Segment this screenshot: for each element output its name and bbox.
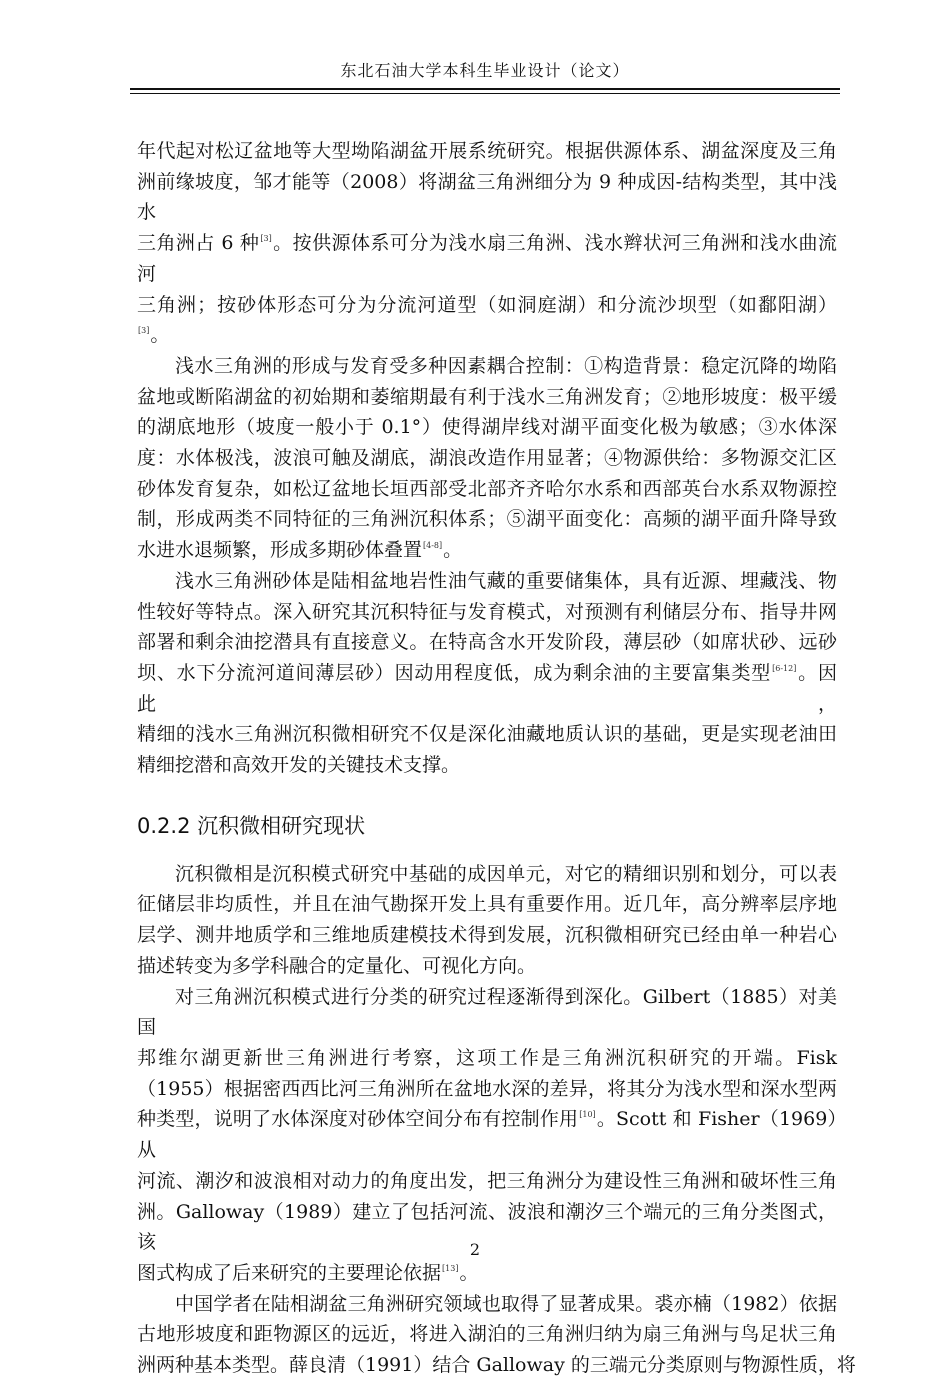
text-line bbox=[137, 1074, 837, 1105]
line-text: 精细的浅水三角洲沉积微相研究不仅是深化油藏地质认识的基础，更是实现老油田 bbox=[137, 723, 837, 746]
line-text: 邦维尔湖更新世三角洲进行考察，这项工作是三角洲沉积研究的开端。Fisk bbox=[137, 1046, 837, 1069]
text-line bbox=[137, 1289, 837, 1320]
citation-ref: [3] bbox=[260, 234, 272, 244]
citation-ref: [4-8] bbox=[423, 541, 443, 551]
text-line bbox=[137, 290, 837, 321]
section-heading bbox=[137, 811, 837, 841]
line-text: 图式构成了后来研究的主要理论依据 bbox=[137, 1261, 442, 1284]
line-text: 三角洲占 6 种 bbox=[137, 232, 260, 255]
text-line bbox=[137, 750, 837, 781]
line-text-after-ref: 。因此， bbox=[137, 661, 837, 715]
text-line bbox=[137, 1043, 837, 1074]
text-line bbox=[137, 474, 837, 505]
text-line bbox=[137, 1258, 837, 1289]
text-line bbox=[137, 1319, 837, 1350]
line-text: 年代起对松辽盆地等大型坳陷湖盆开展系统研究。根据供源体系、湖盆深度及三角 bbox=[137, 140, 837, 162]
text-line bbox=[137, 658, 837, 719]
line-text: 征储层非均质性，并且在油气勘探开发上具有重要作用。近几年，高分辨率层序地 bbox=[137, 893, 837, 916]
line-text: 古地形坡度和距物源区的远近，将进入湖泊的三角洲归纳为扇三角洲与鸟足状三角 bbox=[137, 1323, 837, 1346]
line-text: （1955）根据密西西比河三角洲所在盆地水深的差异，将其分为浅水型和深水型两 bbox=[137, 1077, 837, 1100]
text-line bbox=[137, 951, 837, 982]
line-text: 度：水体极浅，波浪可触及湖底，湖浪改造作用显著；④物源供给：多物源交汇区 bbox=[137, 447, 837, 470]
header-rule-thick bbox=[130, 88, 840, 90]
line-text-after-ref: 。按供源体系可分为浅水扇三角洲、浅水辫状河三角洲和浅水曲流河 bbox=[137, 232, 837, 285]
line-text: 精细挖潜和高效开发的关键技术支撑。 bbox=[137, 754, 461, 777]
line-text: 盆地或断陷湖盆的初始期和萎缩期最有利于浅水三角洲发育；②地形坡度：极平缓 bbox=[137, 385, 837, 408]
text-line bbox=[137, 859, 837, 890]
line-text: 部署和剩余油挖潜具有直接意义。在特高含水开发阶段，薄层砂（如席状砂、远砂 bbox=[137, 631, 837, 654]
line-text: 沉积微相是沉积模式研究中基础的成因单元，对它的精细识别和划分，可以表 bbox=[175, 862, 837, 885]
text-line bbox=[137, 982, 837, 1043]
line-text: 层学、测井地质学和三维地质建模技术得到发展，沉积微相研究已经由单一种岩心 bbox=[137, 924, 837, 947]
text-line bbox=[137, 566, 837, 597]
line-text: 洲。Galloway（1989）建立了包括河流、波浪和潮汐三个端元的三角分类图式，该 bbox=[137, 1200, 837, 1254]
text-line bbox=[137, 504, 837, 535]
citation-ref: [6-12] bbox=[772, 663, 797, 673]
line-text: 水进水退频繁，形成多期砂体叠置 bbox=[137, 539, 423, 562]
text-line bbox=[137, 920, 837, 951]
text-line bbox=[137, 1104, 837, 1165]
text-line bbox=[137, 1350, 856, 1381]
paragraph bbox=[137, 136, 837, 351]
line-text: 描述转变为多学科融合的定量化、可视化方向。 bbox=[137, 954, 537, 977]
line-text-after-ref: 。 bbox=[443, 539, 463, 562]
line-text: 性较好等特点。深入研究其沉积特征与发育模式，对预测有利储层分布、指导井网 bbox=[137, 600, 837, 623]
text-line bbox=[137, 351, 837, 382]
line-text-after-ref: 。Scott 和 Fisher（1969）从 bbox=[137, 1108, 837, 1162]
line-text: 三角洲；按砂体形态可分为分流河道型（如洞庭湖）和分流沙坝型（如鄱阳湖） bbox=[137, 293, 837, 316]
text-line bbox=[137, 320, 837, 351]
running-header: 东北石油大学本科生毕业设计（论文） bbox=[340, 61, 630, 80]
line-text: 洲两种基本类型。薛良清（1991）结合 Galloway 的三端元分类原则与物源性质，将 bbox=[137, 1354, 856, 1377]
text-line bbox=[137, 1166, 837, 1197]
text-line bbox=[137, 443, 837, 474]
text-line bbox=[137, 597, 837, 628]
line-text: 对三角洲沉积模式进行分类的研究过程逐渐得到深化。Gilbert（1885）对美国 bbox=[137, 985, 837, 1039]
line-text: 中国学者在陆相湖盆三角洲研究领域也取得了显著成果。裘亦楠（1982）依据 bbox=[175, 1292, 837, 1315]
line-text: 浅水三角洲砂体是陆相盆地岩性油气藏的重要储集体，具有近源、埋藏浅、物 bbox=[175, 569, 837, 592]
line-text-after-ref: 。 bbox=[150, 324, 170, 347]
text-line bbox=[137, 627, 837, 658]
header-rule-thin bbox=[130, 93, 840, 94]
paragraph-group-1 bbox=[137, 136, 837, 781]
text-line bbox=[137, 889, 837, 920]
citation-ref: [13] bbox=[442, 1263, 459, 1273]
section-number: 0.2.2 bbox=[137, 813, 191, 838]
text-line bbox=[137, 412, 837, 443]
line-text-after-ref: 。 bbox=[459, 1261, 479, 1284]
text-line bbox=[137, 382, 837, 413]
text-line bbox=[137, 136, 837, 167]
citation-ref: [3] bbox=[138, 326, 150, 336]
line-text: 种类型，说明了水体深度对砂体空间分布有控制作用 bbox=[137, 1108, 579, 1131]
citation-ref: [10] bbox=[579, 1110, 596, 1120]
paragraph bbox=[137, 566, 837, 781]
paragraph-group-2 bbox=[137, 859, 856, 1381]
paragraph bbox=[137, 351, 837, 566]
text-line bbox=[137, 167, 837, 228]
text-line bbox=[137, 719, 837, 750]
text-line bbox=[137, 228, 837, 289]
page-number: 2 bbox=[469, 1240, 481, 1259]
section-title: 沉积微相研究现状 bbox=[197, 813, 366, 838]
line-text: 的湖底地形（坡度一般小于 0.1°）使得湖岸线对湖平面变化极为敏感；③水体深 bbox=[137, 416, 837, 439]
text-line bbox=[137, 535, 837, 566]
line-text: 洲前缘坡度，邹才能等（2008）将湖盆三角洲细分为 9 种成因-结构类型，其中浅水 bbox=[137, 170, 837, 224]
body-text bbox=[137, 136, 856, 1381]
line-text: 河流、潮汐和波浪相对动力的角度出发，把三角洲分为建设性三角洲和破坏性三角 bbox=[137, 1169, 837, 1192]
line-text: 浅水三角洲的形成与发育受多种因素耦合控制：①构造背景：稳定沉降的坳陷 bbox=[175, 354, 837, 377]
paragraph bbox=[137, 1289, 856, 1381]
paragraph bbox=[137, 859, 837, 982]
line-text: 制，形成两类不同特征的三角洲沉积体系；⑤湖平面变化：高频的湖平面升降导致 bbox=[137, 508, 837, 531]
line-text: 砂体发育复杂，如松辽盆地长垣西部受北部齐齐哈尔水系和西部英台水系双物源控 bbox=[137, 477, 837, 500]
line-text: 坝、水下分流河道间薄层砂）因动用程度低，成为剩余油的主要富集类型 bbox=[137, 661, 772, 684]
